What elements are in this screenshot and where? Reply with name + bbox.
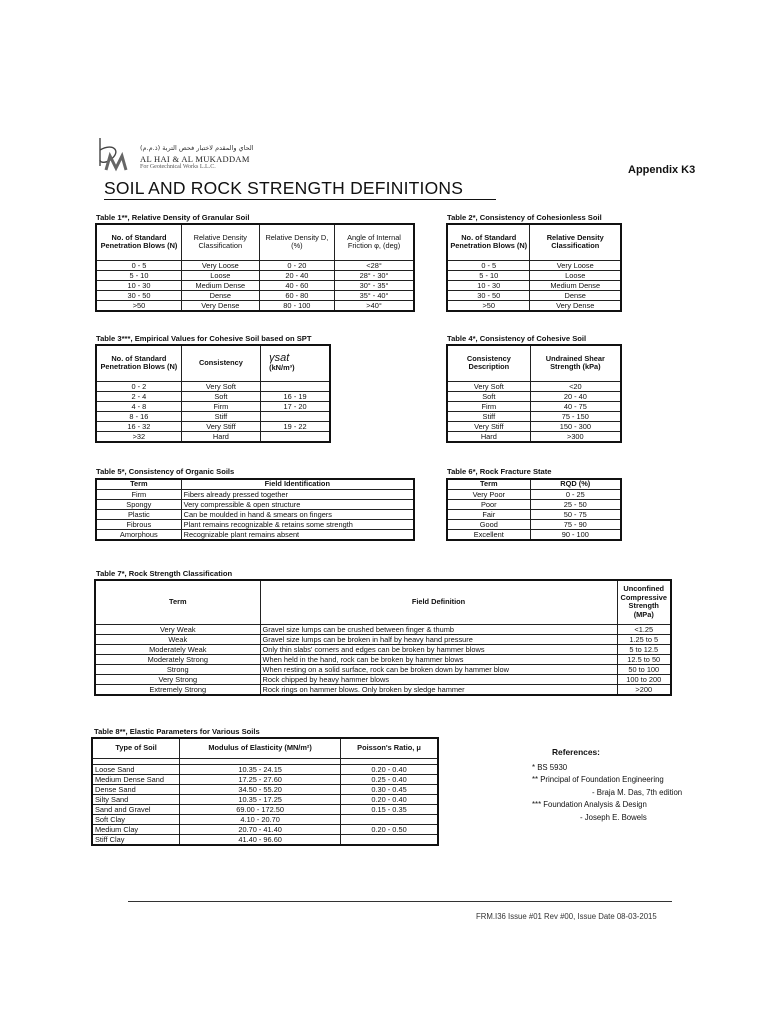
t3-header-unit-weight (261, 345, 330, 381)
table-row (447, 411, 621, 421)
t6-cell: Excellent (447, 530, 530, 541)
t8-cell: 69.00 - 172.50 (180, 804, 341, 814)
reference-item: - Braja M. Das, 7th edition (592, 787, 683, 797)
t1-cell: <28° (335, 260, 414, 270)
table6-rock-fracture (446, 478, 622, 541)
title-underline (104, 199, 496, 200)
table-row (447, 510, 621, 520)
appendix-label: Appendix K3 (628, 164, 696, 176)
t1-cell: Very Loose (181, 260, 259, 270)
t2-cell: Dense (530, 290, 621, 300)
t8-cell: 17.25 - 27.60 (180, 774, 341, 784)
t1-cell: 28° - 30° (335, 270, 414, 280)
t7-cell: Moderately Strong (95, 654, 260, 664)
t6-header-rqd: RQD (%) (530, 479, 621, 490)
t7-cell: Very Weak (95, 624, 260, 634)
t1-cell: 40 - 60 (259, 280, 334, 290)
t5-header-field: Field Identification (181, 479, 414, 490)
table-row (96, 290, 414, 300)
t3-cell: 4 - 8 (96, 401, 181, 411)
t1-cell: Dense (181, 290, 259, 300)
logo-company-sub: For Geotechnical Works L.L.C. (140, 164, 216, 170)
t4-cell: 40 - 75 (530, 401, 621, 411)
reference-item: * BS 5930 (532, 762, 568, 772)
t3-cell: 8 - 16 (96, 411, 181, 421)
t8-cell: 0.25 - 0.40 (341, 774, 438, 784)
t8-cell (341, 814, 438, 824)
t7-cell: Moderately Weak (95, 644, 260, 654)
t6-cell: Good (447, 520, 530, 530)
table-row (96, 500, 414, 510)
t8-cell: 0.20 - 0.40 (341, 794, 438, 804)
table-row (96, 300, 414, 311)
t3-header-spt: No. of Standard Penetration Blows (N) (96, 345, 181, 381)
t3-cell: Soft (181, 391, 260, 401)
t8-cell: 4.10 - 20.70 (180, 814, 341, 824)
table-row (92, 814, 438, 824)
t5-cell: Fibrous (96, 520, 181, 530)
t8-cell: Sand and Gravel (92, 804, 180, 814)
table3-caption: Table 3***, Empirical Values for Cohesive Soil based on SPT (96, 334, 312, 343)
page-title: SOIL AND ROCK STRENGTH DEFINITIONS (104, 178, 464, 198)
table7-rock-strength (94, 579, 672, 696)
t8-cell: 41.40 - 96.60 (180, 834, 341, 845)
t3-cell (261, 381, 330, 391)
t6-cell: Poor (447, 500, 530, 510)
t2-header-classification: Relative Density Classification (530, 224, 621, 260)
t4-header-consistency: Consistency Description (447, 345, 530, 381)
table-row (447, 421, 621, 431)
table8-elastic-parameters (91, 737, 439, 846)
table-row (447, 530, 621, 541)
table4-caption: Table 4*, Consistency of Cohesive Soil (447, 334, 587, 343)
t8-cell (341, 834, 438, 845)
t8-cell: 10.35 - 17.25 (180, 794, 341, 804)
t8-cell: 34.50 - 55.20 (180, 784, 341, 794)
table-row (92, 804, 438, 814)
t8-cell: Medium Dense Sand (92, 774, 180, 784)
table-row (447, 300, 621, 311)
t3-cell: >32 (96, 431, 181, 442)
table-row (96, 520, 414, 530)
t7-cell: 5 to 12.5 (617, 644, 671, 654)
t7-cell: Strong (95, 664, 260, 674)
t5-cell: Firm (96, 490, 181, 500)
reference-item: *** Foundation Analysis & Design (532, 800, 647, 809)
table5-caption: Table 5*, Consistency of Organic Soils (96, 467, 235, 476)
t1-cell: 20 - 40 (259, 270, 334, 280)
t1-cell: 60 - 80 (259, 290, 334, 300)
table-row (95, 654, 671, 664)
t4-cell: Very Stiff (447, 421, 530, 431)
t2-cell: 10 - 30 (447, 280, 530, 290)
references-heading: References: (552, 747, 600, 757)
table-row (92, 824, 438, 834)
t3-cell: 16 - 32 (96, 421, 181, 431)
t4-cell: 75 - 150 (530, 411, 621, 421)
t7-header-term: Term (95, 580, 260, 624)
t4-cell: Very Soft (447, 381, 530, 391)
t8-cell: Stiff Clay (92, 834, 180, 845)
t8-cell: Soft Clay (92, 814, 180, 824)
t6-cell: 0 - 25 (530, 490, 621, 500)
table-row (447, 270, 621, 280)
t7-cell: When held in the hand, rock can be broken by hammer blows (260, 654, 617, 664)
t2-cell: Very Dense (530, 300, 621, 311)
t8-cell: 0.30 - 0.45 (341, 784, 438, 794)
t3-cell: 2 - 4 (96, 391, 181, 401)
t8-cell: 0.15 - 0.35 (341, 804, 438, 814)
t5-cell: Plastic (96, 510, 181, 520)
table-row (95, 674, 671, 684)
t6-header-term: Term (447, 479, 530, 490)
t7-cell: 12.5 to 50 (617, 654, 671, 664)
t4-header-shear: Undrained Shear Strength (kPa) (530, 345, 621, 381)
t8-cell: 10.35 - 24.15 (180, 764, 341, 774)
t1-cell: 10 - 30 (96, 280, 181, 290)
t7-cell: <1.25 (617, 624, 671, 634)
table-row (96, 411, 330, 421)
t7-cell: Rock chipped by heavy hammer blows (260, 674, 617, 684)
t1-cell: Medium Dense (181, 280, 259, 290)
table-row (447, 401, 621, 411)
table1-relative-density (95, 223, 415, 312)
t7-cell: Only thin slabs' corners and edges can be broken by hammer blows (260, 644, 617, 654)
t8-cell: 0.20 - 0.40 (341, 764, 438, 774)
table-row (447, 490, 621, 500)
t3-cell: Very Soft (181, 381, 260, 391)
table2-caption: Table 2*, Consistency of Cohesionless Soil (447, 213, 602, 222)
t7-cell: Rock rings on hammer blows. Only broken by sledge hammer (260, 684, 617, 695)
logo-company-name: AL HAI & AL MUKADDAM (140, 154, 250, 164)
table-row (447, 260, 621, 270)
company-logo (96, 136, 316, 178)
t3-cell: Very Stiff (181, 421, 260, 431)
t1-cell: 0 - 20 (259, 260, 334, 270)
t8-header-poisson: Poisson's Ratio, μ (341, 738, 438, 758)
table-row (447, 280, 621, 290)
t8-cell: 20.70 - 41.40 (180, 824, 341, 834)
t5-header-term: Term (96, 479, 181, 490)
table-row (96, 260, 414, 270)
table-row (92, 774, 438, 784)
t4-cell: >300 (530, 431, 621, 442)
table-row (447, 520, 621, 530)
t2-cell: 5 - 10 (447, 270, 530, 280)
table-row (96, 530, 414, 541)
reference-item: ** Principal of Foundation Engineering (532, 775, 664, 784)
table2-cohesionless-consistency (446, 223, 622, 312)
t7-cell: 100 to 200 (617, 674, 671, 684)
t4-cell: <20 (530, 381, 621, 391)
table-row (96, 270, 414, 280)
t5-cell: Can be moulded in hand & smears on fingers (181, 510, 414, 520)
t8-header-modulus: Modulus of Elasticity (MN/m²) (180, 738, 341, 758)
t1-header-density: Relative Density D, (%) (259, 224, 334, 260)
table-row (447, 381, 621, 391)
t8-cell: Loose Sand (92, 764, 180, 774)
t3-cell: Stiff (181, 411, 260, 421)
table-row (95, 684, 671, 695)
t8-cell: Dense Sand (92, 784, 180, 794)
table-row (95, 624, 671, 634)
table1-caption: Table 1**, Relative Density of Granular Soil (96, 213, 250, 222)
t3-cell: 17 - 20 (261, 401, 330, 411)
t1-cell: 0 - 5 (96, 260, 181, 270)
t1-cell: 80 - 100 (259, 300, 334, 311)
t2-cell: 30 - 50 (447, 290, 530, 300)
t3-cell: 0 - 2 (96, 381, 181, 391)
t4-cell: Firm (447, 401, 530, 411)
t7-cell: Gravel size lumps can be broken in half by heavy hand pressure (260, 634, 617, 644)
t7-cell: Weak (95, 634, 260, 644)
t6-cell: Fair (447, 510, 530, 520)
t5-cell: Amorphous (96, 530, 181, 541)
t6-cell: 25 - 50 (530, 500, 621, 510)
t3-cell (261, 431, 330, 442)
table7-caption: Table 7*, Rock Strength Classification (96, 569, 233, 578)
t2-cell: 0 - 5 (447, 260, 530, 270)
t7-header-ucs: Unconfined Compressive Strength (MPa) (617, 580, 671, 624)
table-row (92, 834, 438, 845)
t3-cell (261, 411, 330, 421)
t3-header-symbol: γsat (269, 352, 290, 365)
t8-cell: Silty Sand (92, 794, 180, 804)
t4-cell: Soft (447, 391, 530, 401)
t2-cell: Loose (530, 270, 621, 280)
t6-cell: 50 - 75 (530, 510, 621, 520)
logo-arabic-name: الحاي والمقدم لاختبار فحص التربة (ذ.م.م) (140, 144, 254, 152)
t1-cell: Very Dense (181, 300, 259, 311)
t1-cell: >40° (335, 300, 414, 311)
table-row (95, 664, 671, 674)
footer-rule (128, 901, 672, 902)
reference-item: - Joseph E. Bowels (580, 812, 647, 822)
table-row (96, 401, 330, 411)
references-block (532, 746, 702, 824)
t7-cell: Gravel size lumps can be crushed between finger & thumb (260, 624, 617, 634)
table-row (95, 644, 671, 654)
t4-cell: Stiff (447, 411, 530, 421)
t2-header-spt: No. of Standard Penetration Blows (N) (447, 224, 530, 260)
t1-cell: 30 - 50 (96, 290, 181, 300)
t1-cell: >50 (96, 300, 181, 311)
table-row (447, 290, 621, 300)
t1-cell: 35° - 40° (335, 290, 414, 300)
table6-caption: Table 6*, Rock Fracture State (447, 467, 552, 476)
t3-cell: 16 - 19 (261, 391, 330, 401)
t1-header-classification: Relative Density Classification (181, 224, 259, 260)
t7-cell: When resting on a solid surface, rock can be broken down by hammer blow (260, 664, 617, 674)
table-row (96, 431, 330, 442)
table-row (96, 421, 330, 431)
table-row (95, 634, 671, 644)
t7-header-field: Field Definition (260, 580, 617, 624)
t3-header-unit: (kN/m³) (269, 362, 295, 372)
t8-header-soil: Type of Soil (92, 738, 180, 758)
t8-cell: Medium Clay (92, 824, 180, 834)
t7-cell: Extremely Strong (95, 684, 260, 695)
t3-cell: 19 - 22 (261, 421, 330, 431)
table-row (96, 280, 414, 290)
t5-cell: Recognizable plant remains absent (181, 530, 414, 541)
t7-cell: 50 to 100 (617, 664, 671, 674)
logo-mark-icon (96, 136, 138, 178)
table8-caption: Table 8**, Elastic Parameters for Various Soils (94, 727, 260, 736)
t3-cell: Hard (181, 431, 260, 442)
t6-cell: Very Poor (447, 490, 530, 500)
table-row (96, 391, 330, 401)
t6-cell: 75 - 90 (530, 520, 621, 530)
table-row (96, 490, 414, 500)
t7-cell: Very Strong (95, 674, 260, 684)
t1-cell: 5 - 10 (96, 270, 181, 280)
t3-cell: Firm (181, 401, 260, 411)
t6-cell: 90 - 100 (530, 530, 621, 541)
table5-organic-soils (95, 478, 415, 541)
t2-cell: >50 (447, 300, 530, 311)
table-row (92, 794, 438, 804)
table-row (447, 431, 621, 442)
table-row (447, 500, 621, 510)
footer-doc-ref: FRM.I36 Issue #01 Rev #00, Issue Date 08-03-2015 (476, 912, 657, 921)
t4-cell: 20 - 40 (530, 391, 621, 401)
t5-cell: Very compressible & open structure (181, 500, 414, 510)
table-row (96, 381, 330, 391)
t1-cell: Loose (181, 270, 259, 280)
t7-cell: 1.25 to 5 (617, 634, 671, 644)
t5-cell: Fibers already pressed together (181, 490, 414, 500)
t4-cell: 150 - 300 (530, 421, 621, 431)
t4-cell: Hard (447, 431, 530, 442)
t5-cell: Plant remains recognizable & retains some strength (181, 520, 414, 530)
table3-cohesive-spt (95, 344, 331, 443)
t8-cell: 0.20 - 0.50 (341, 824, 438, 834)
table-row (96, 510, 414, 520)
t1-header-spt: No. of Standard Penetration Blows (N) (96, 224, 181, 260)
t5-cell: Spongy (96, 500, 181, 510)
table4-cohesive-consistency (446, 344, 622, 443)
t3-header-consistency: Consistency (181, 345, 260, 381)
t2-cell: Medium Dense (530, 280, 621, 290)
t1-header-friction: Angle of Internal Friction φ, (deg) (335, 224, 414, 260)
t1-cell: 30° - 35° (335, 280, 414, 290)
t7-cell: >200 (617, 684, 671, 695)
table-row (92, 784, 438, 794)
table-row (447, 391, 621, 401)
t2-cell: Very Loose (530, 260, 621, 270)
table-row (92, 764, 438, 774)
